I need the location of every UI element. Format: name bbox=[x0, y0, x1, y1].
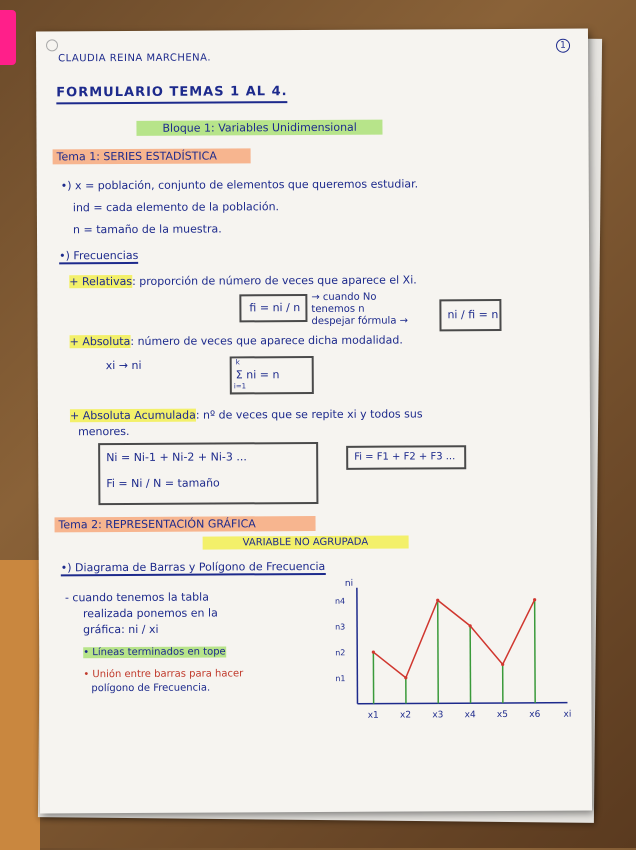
paper-sheet bbox=[36, 29, 592, 814]
diagram-title: •) Diagrama de Barras y Polígono de Frecuencia bbox=[61, 560, 326, 576]
tema2-text-2: realizada ponemos en la bbox=[83, 607, 218, 621]
absoluta-text: : número de veces que aparece dicha modalidad. bbox=[130, 334, 403, 348]
acumulada-text: : nº de veces que se repite xi y todos sus bbox=[196, 407, 423, 421]
Fi-sum: Fi = F1 + F2 + F3 ... bbox=[354, 451, 455, 463]
y-tick-label: n1 bbox=[335, 674, 345, 683]
absoluta-row bbox=[70, 334, 403, 349]
bullet-1-text: • Líneas terminados en tope bbox=[83, 646, 226, 658]
note-3: despejar fórmula → bbox=[311, 316, 408, 328]
formula-n-box bbox=[439, 299, 501, 331]
absoluta-label: + Absoluta bbox=[70, 335, 131, 348]
x-tick-label: x2 bbox=[400, 710, 411, 720]
data-point bbox=[436, 599, 439, 602]
formula-fi: fi = ni / n bbox=[249, 301, 300, 314]
Ni-box bbox=[98, 442, 318, 505]
tema2-heading: Tema 2: REPRESENTACIÓN GRÁFICA bbox=[55, 516, 316, 532]
sum-top: k bbox=[236, 358, 240, 366]
def-n: n = tamaño de la muestra. bbox=[73, 222, 222, 236]
block-title: Bloque 1: Variables Unidimensional bbox=[136, 120, 382, 136]
y-axis bbox=[357, 588, 358, 704]
author-name: CLAUDIA REINA MARCHENA. bbox=[58, 53, 211, 65]
tema2-text-3: gráfica: ni / xi bbox=[83, 623, 159, 636]
data-point bbox=[404, 676, 407, 679]
tema2-text-1: - cuando tenemos la tabla bbox=[65, 591, 209, 605]
bullet-1 bbox=[83, 646, 226, 658]
bullet-2: • Unión entre barras para hacer bbox=[83, 668, 243, 680]
bar bbox=[438, 600, 439, 703]
y-tick-label: n2 bbox=[335, 648, 345, 657]
sum-formula: Σ ni = n bbox=[236, 368, 280, 381]
x-tick-label: x5 bbox=[497, 710, 508, 720]
bar bbox=[535, 600, 536, 703]
acumulada-row bbox=[70, 407, 423, 422]
frecuencias-heading: •) Frecuencias bbox=[59, 249, 138, 264]
tema2-sub: VARIABLE NO AGRUPADA bbox=[203, 536, 409, 550]
Fi-sum-box bbox=[346, 445, 466, 470]
data-point bbox=[469, 624, 472, 627]
relativas-text: : proporción de número de veces que aparece el Xi. bbox=[132, 273, 417, 287]
data-point bbox=[372, 651, 375, 654]
Ni-formula: Ni = Ni-1 + Ni-2 + Ni-3 ... bbox=[106, 450, 247, 464]
frequency-polygon bbox=[373, 600, 535, 678]
x-axis-label: xi bbox=[564, 710, 572, 720]
bullet-3: polígono de Frecuencia. bbox=[91, 683, 210, 695]
acumulada-text-2: menores. bbox=[78, 425, 130, 438]
relativas-row bbox=[69, 273, 417, 288]
xi-ni: xi → ni bbox=[106, 359, 142, 372]
Fi-formula: Fi = Ni / N = tamaño bbox=[106, 476, 220, 490]
tema1-heading: Tema 1: SERIES ESTADÍSTICA bbox=[53, 148, 251, 164]
bar-polygon-chart bbox=[311, 577, 584, 726]
y-axis-label: ni bbox=[345, 579, 353, 589]
pink-tab bbox=[0, 10, 16, 65]
y-tick-label: n4 bbox=[335, 597, 345, 606]
data-point bbox=[501, 663, 504, 666]
formula-fi-box bbox=[239, 294, 307, 322]
punch-hole-icon bbox=[46, 39, 58, 51]
acumulada-label: + Absoluta Acumulada bbox=[70, 409, 196, 423]
note-2: tenemos n bbox=[311, 304, 364, 315]
formula-n: ni / fi = n bbox=[447, 308, 498, 321]
table-surface bbox=[0, 560, 40, 850]
x-tick-label: x3 bbox=[432, 710, 443, 720]
sum-bottom: i=1 bbox=[234, 382, 246, 390]
sum-box bbox=[230, 356, 314, 394]
x-axis bbox=[357, 703, 567, 704]
x-tick-label: x4 bbox=[465, 710, 476, 720]
page-number: 1 bbox=[556, 39, 570, 53]
def-x: •) x = población, conjunto de elementos que queremos estudiar. bbox=[61, 177, 418, 192]
x-tick-label: x1 bbox=[368, 711, 379, 721]
relativas-label: + Relativas bbox=[69, 275, 132, 288]
x-tick-label: x6 bbox=[529, 710, 540, 720]
page-title: FORMULARIO TEMAS 1 AL 4. bbox=[56, 84, 287, 104]
y-tick-label: n3 bbox=[335, 623, 345, 632]
data-point bbox=[533, 598, 536, 601]
note-1: → cuando No bbox=[311, 292, 376, 303]
def-ind: ind = cada elemento de la población. bbox=[73, 200, 279, 214]
